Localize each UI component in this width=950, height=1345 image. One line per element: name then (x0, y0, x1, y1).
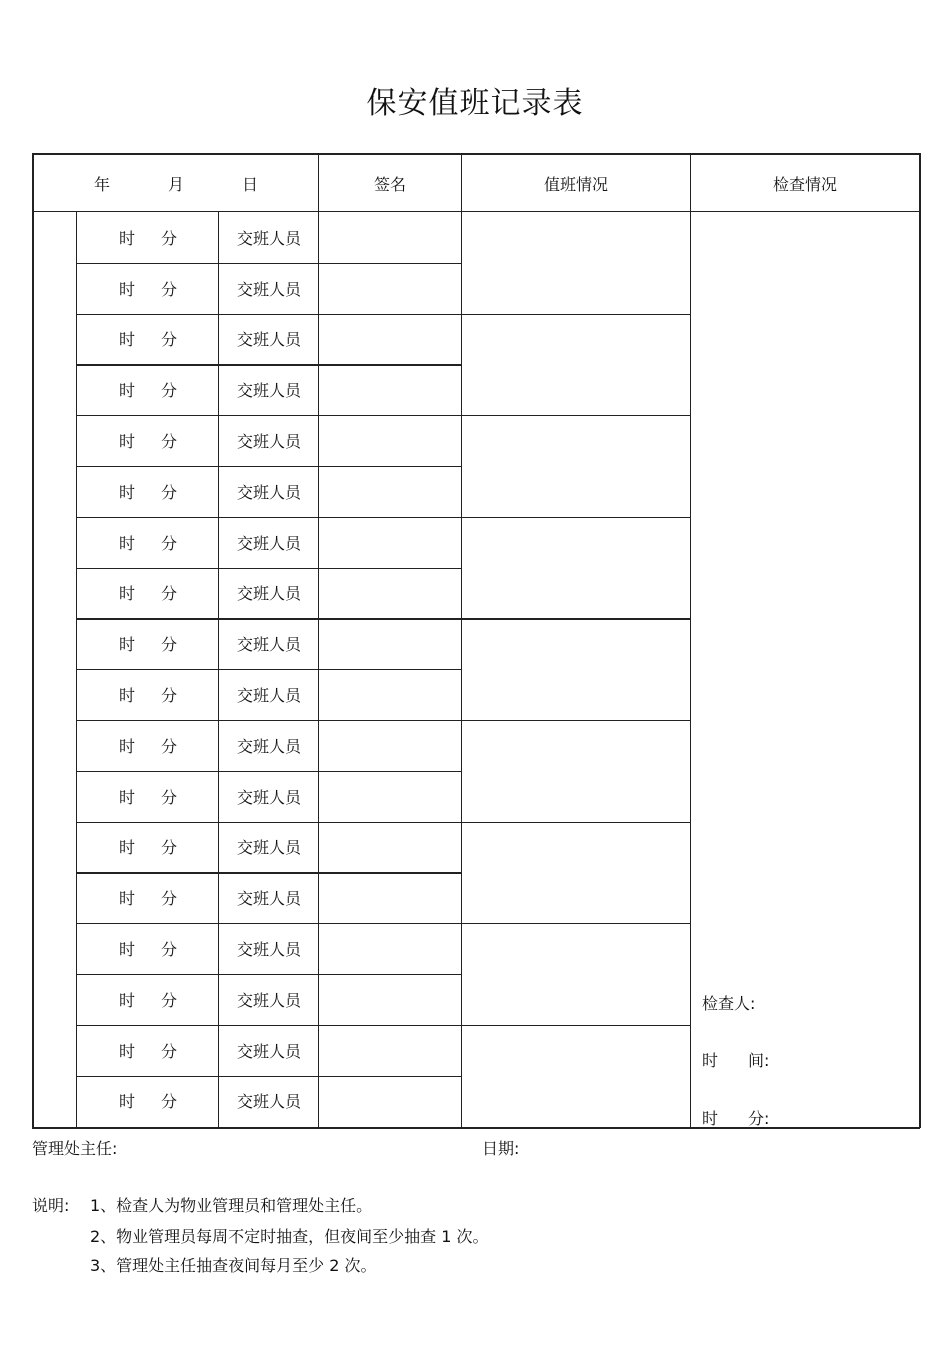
table-border-right (919, 153, 921, 1128)
time-cell (77, 872, 219, 923)
hour-label: 时 (118, 279, 135, 299)
handover-staff-label: 交班人员 (236, 1092, 301, 1112)
time-cell (77, 618, 219, 669)
time-cell (77, 669, 219, 720)
inspection-hm-label: 时 分: (702, 1109, 770, 1128)
hour-label: 时 (118, 584, 135, 604)
time-cell (77, 923, 219, 974)
hour-label: 时 (118, 635, 135, 655)
handover-staff-label: 交班人员 (236, 686, 301, 706)
time-cell (77, 1025, 219, 1076)
header-month: 月 (167, 174, 184, 194)
hour-label: 时 (118, 838, 135, 858)
handover-staff-label: 交班人员 (236, 482, 301, 502)
minute-label: 分 (160, 889, 177, 909)
col-divider-duty (461, 153, 462, 1128)
inspector-label: 检查人: (702, 994, 756, 1013)
hour-label: 时 (118, 381, 135, 401)
handover-staff-label: 交班人员 (236, 381, 301, 401)
handover-staff-label: 交班人员 (236, 432, 301, 452)
notes-label: 说明: (32, 1196, 70, 1215)
hour-label: 时 (118, 889, 135, 909)
hour-label: 时 (118, 228, 135, 248)
header-year: 年 (93, 174, 110, 194)
minute-label: 分 (160, 940, 177, 960)
header-day: 日 (242, 174, 259, 194)
handover-staff-label: 交班人员 (236, 838, 301, 858)
header-signature: 签名 (373, 174, 406, 194)
minute-label: 分 (160, 838, 177, 858)
time-cell (77, 974, 219, 1025)
time-cell (77, 466, 219, 517)
handover-staff-label: 交班人员 (236, 990, 301, 1010)
hour-label: 时 (118, 533, 135, 553)
hour-label: 时 (118, 736, 135, 756)
hour-label: 时 (118, 1092, 135, 1112)
note-item: 3、管理处主任抽查夜间每月至少 2 次。 (90, 1256, 377, 1275)
handover-staff-label: 交班人员 (236, 1041, 301, 1061)
header-duty-status: 值班情况 (543, 174, 608, 194)
handover-staff-label: 交班人员 (236, 889, 301, 909)
time-cell (77, 822, 219, 873)
time-cell (77, 720, 219, 771)
time-cell (77, 314, 219, 365)
minute-label: 分 (160, 533, 177, 553)
time-cell (77, 415, 219, 466)
minute-label: 分 (160, 990, 177, 1010)
handover-staff-label: 交班人员 (236, 736, 301, 756)
handover-staff-label: 交班人员 (236, 584, 301, 604)
minute-label: 分 (160, 736, 177, 756)
inspection-time-label: 时 间: (702, 1051, 770, 1070)
hour-label: 时 (118, 432, 135, 452)
hour-label: 时 (118, 787, 135, 807)
minute-label: 分 (160, 432, 177, 452)
table-border-bottom (32, 1127, 920, 1129)
handover-staff-label: 交班人员 (236, 330, 301, 350)
table-border-left (32, 153, 34, 1128)
time-cell (77, 1076, 219, 1127)
minute-label: 分 (160, 635, 177, 655)
time-cell (77, 263, 219, 314)
note-item: 1、检查人为物业管理员和管理处主任。 (90, 1196, 373, 1215)
minute-label: 分 (160, 330, 177, 350)
minute-label: 分 (160, 381, 177, 401)
hour-label: 时 (118, 990, 135, 1010)
director-label: 管理处主任: (32, 1139, 118, 1158)
time-cell (77, 517, 219, 568)
minute-label: 分 (160, 787, 177, 807)
minute-label: 分 (160, 228, 177, 248)
minute-label: 分 (160, 482, 177, 502)
time-cell (77, 568, 219, 619)
hour-label: 时 (118, 1041, 135, 1061)
hour-label: 时 (118, 940, 135, 960)
handover-staff-label: 交班人员 (236, 635, 301, 655)
date-label: 日期: (482, 1139, 520, 1158)
header-inspection-status: 检查情况 (772, 174, 837, 194)
handover-staff-label: 交班人员 (236, 787, 301, 807)
header-date (33, 154, 319, 212)
hour-label: 时 (118, 330, 135, 350)
handover-staff-label: 交班人员 (236, 228, 301, 248)
handover-staff-label: 交班人员 (236, 940, 301, 960)
handover-staff-label: 交班人员 (236, 279, 301, 299)
time-cell (77, 771, 219, 822)
minute-label: 分 (160, 279, 177, 299)
page-title: 保安值班记录表 (366, 86, 584, 121)
minute-label: 分 (160, 1041, 177, 1061)
hour-label: 时 (118, 482, 135, 502)
time-cell (77, 364, 219, 415)
hour-label: 时 (118, 686, 135, 706)
minute-label: 分 (160, 686, 177, 706)
time-cell (77, 212, 219, 263)
minute-label: 分 (160, 584, 177, 604)
minute-label: 分 (160, 1092, 177, 1112)
handover-staff-label: 交班人员 (236, 533, 301, 553)
note-item: 2、物业管理员每周不定时抽查，但夜间至少抽查 1 次。 (90, 1227, 489, 1246)
col-divider-inspection (690, 153, 691, 1128)
